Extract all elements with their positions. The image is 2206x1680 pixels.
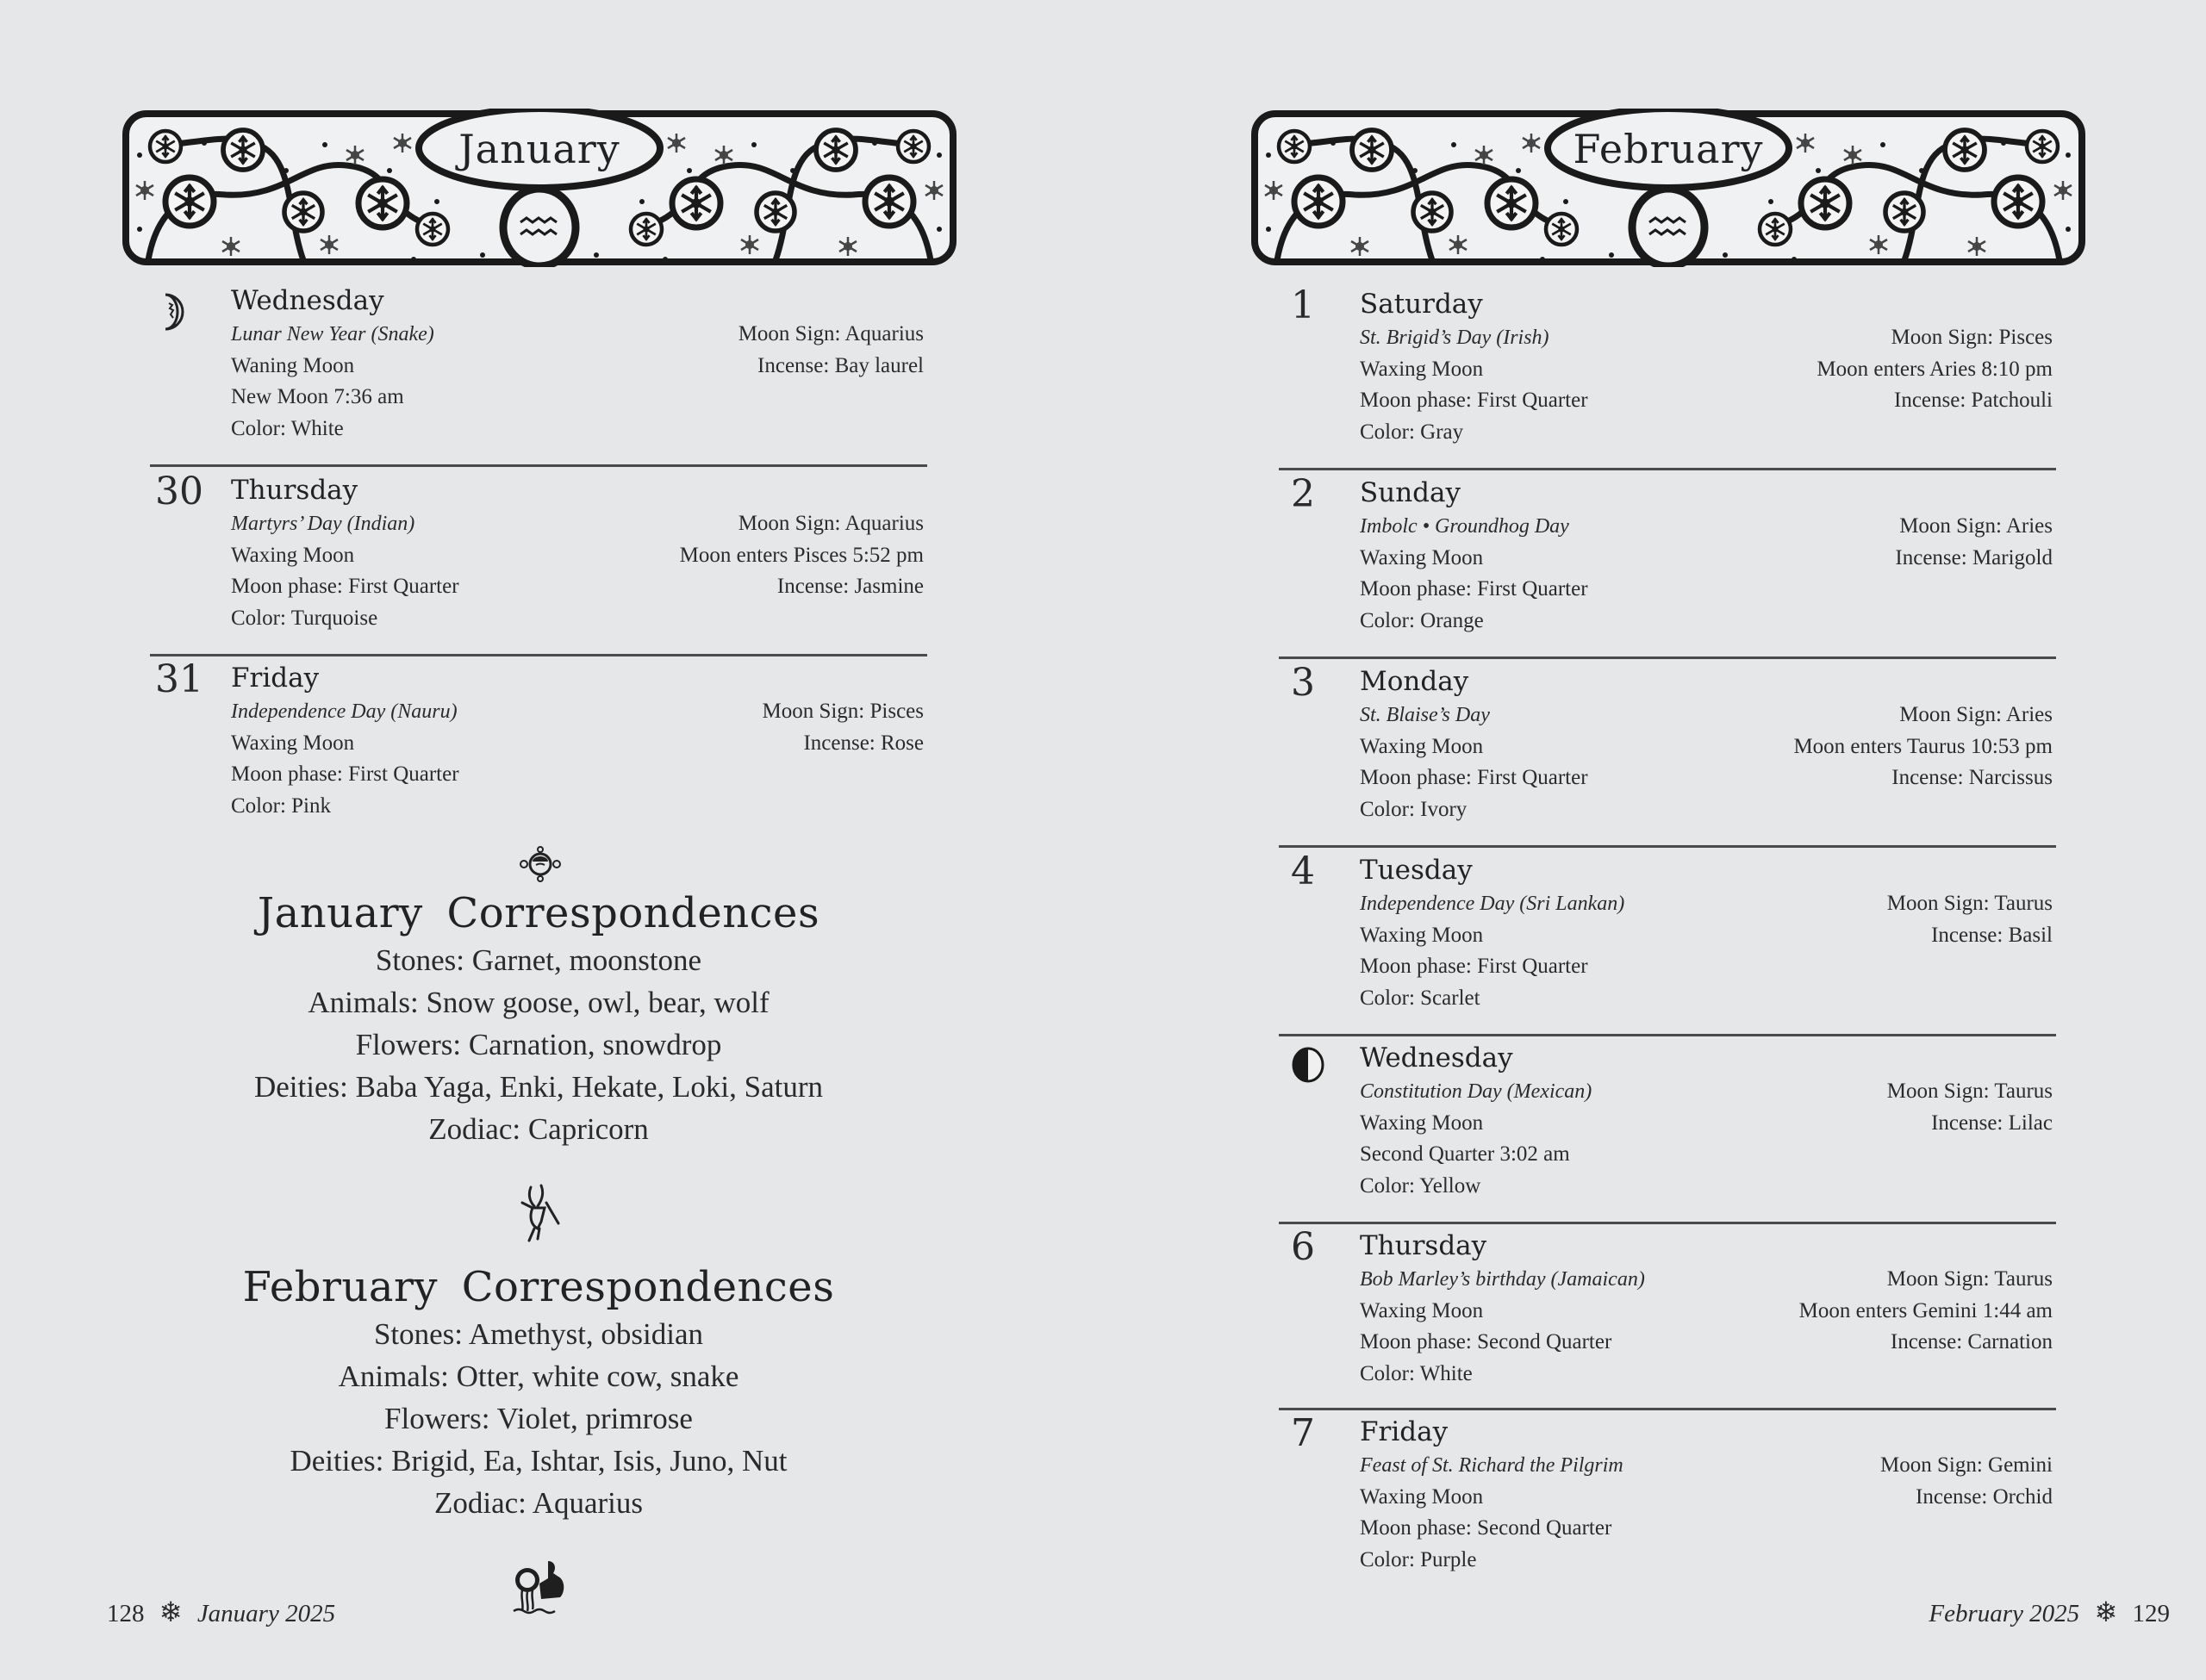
- date-number: 6: [1291, 1225, 1315, 1269]
- day-color: Color: White: [231, 416, 344, 440]
- incense: Incense: Orchid: [1916, 1484, 2053, 1509]
- holiday: Constitution Day (Mexican): [1360, 1080, 1592, 1103]
- incense: Incense: Rose: [803, 731, 924, 755]
- sun-face-ornament-icon: [517, 846, 564, 887]
- moon-phase: Moon phase: Second Quarter: [1360, 1516, 1612, 1540]
- entry-divider: [1279, 468, 2056, 470]
- banner-title: February: [1573, 126, 1764, 172]
- footer-month: February 2025: [1929, 1600, 2080, 1627]
- day-color: Color: Orange: [1360, 608, 1484, 632]
- day-name: Friday: [231, 663, 320, 694]
- day-color: Color: Pink: [231, 793, 331, 818]
- day-entry: [1291, 472, 2053, 637]
- day-entry: [231, 284, 924, 445]
- holiday: Imbolc • Groundhog Day: [1360, 515, 1569, 538]
- flowers: Flowers: Violet, primrose: [384, 1402, 693, 1435]
- moon-status: Waxing Moon: [231, 543, 355, 567]
- incense: Incense: Narcissus: [1891, 766, 2053, 789]
- holiday: St. Blaise’s Day: [1360, 704, 1490, 726]
- moon-status: Waxing Moon: [1360, 1298, 1484, 1322]
- moon-status: Waxing Moon: [1360, 1111, 1484, 1135]
- day-entry: [1360, 1042, 2053, 1202]
- zodiac: Zodiac: Aquarius: [433, 1486, 644, 1520]
- snowflake-icon: ❄: [159, 1596, 183, 1627]
- moon-sign: Moon Sign: Aries: [1899, 703, 2053, 726]
- day-name: Monday: [1360, 666, 1469, 697]
- stones: Stones: Amethyst, obsidian: [373, 1317, 704, 1351]
- moon-status: Waxing Moon: [1360, 545, 1484, 569]
- moon-ingress: Moon enters Pisces 5:52 pm: [679, 543, 924, 567]
- day-color: Color: Turquoise: [231, 606, 378, 630]
- incense: Incense: Jasmine: [776, 575, 924, 598]
- waning-crescent-moon-face-icon: [159, 291, 210, 333]
- animals: Animals: Snow goose, owl, bear, wolf: [308, 986, 770, 1019]
- stones: Stones: Garnet, moonstone: [375, 943, 702, 977]
- date-number: 3: [1291, 661, 1315, 705]
- moon-phase: Moon phase: First Quarter: [1360, 766, 1588, 789]
- date-number: 31: [155, 657, 203, 701]
- day-entry: [155, 470, 924, 634]
- capricorn-goat-icon: [515, 1184, 565, 1248]
- incense: Incense: Marigold: [1895, 545, 2053, 569]
- section-title: February Correspondences: [242, 1263, 835, 1311]
- day-name: Sunday: [1360, 477, 1461, 508]
- day-entry: [1291, 1225, 2053, 1390]
- date-number: 7: [1291, 1411, 1315, 1455]
- entry-divider: [150, 464, 927, 467]
- section-title: January Correspondences: [257, 889, 820, 937]
- holiday: Lunar New Year (Snake): [231, 323, 434, 345]
- day-entry: [155, 657, 924, 822]
- holiday: Bob Marley’s birthday (Jamaican): [1360, 1268, 1645, 1291]
- incense: Incense: Carnation: [1890, 1330, 2053, 1353]
- day-entry: [1291, 849, 2053, 1014]
- incense: Incense: Basil: [1931, 923, 2053, 947]
- date-number: 2: [1291, 472, 1315, 516]
- moon-phase: New Moon 7:36 am: [231, 385, 404, 408]
- incense: Incense: Bay laurel: [757, 353, 924, 377]
- deities: Deities: Baba Yaga, Enki, Hekate, Loki, Saturn: [253, 1070, 823, 1104]
- page-number: 129: [2132, 1600, 2170, 1627]
- moon-status: Waxing Moon: [1360, 357, 1484, 381]
- day-color: Color: Yellow: [1360, 1173, 1481, 1198]
- day-entry: [1291, 1411, 2053, 1576]
- day-name: Thursday: [1360, 1230, 1487, 1261]
- date-number: 30: [155, 470, 203, 513]
- footer-month: January 2025: [196, 1600, 336, 1627]
- entry-divider: [1279, 845, 2056, 848]
- date-number: 4: [1291, 849, 1315, 893]
- moon-ingress: Moon enters Taurus 10:53 pm: [1793, 734, 2053, 758]
- moon-ingress: Moon enters Gemini 1:44 am: [1798, 1298, 2053, 1322]
- page-footer: [107, 1596, 335, 1628]
- entry-divider: [1279, 656, 2056, 659]
- entry-divider: [1279, 1034, 2056, 1036]
- moon-status: Waning Moon: [231, 353, 355, 377]
- date-number: 1: [1291, 283, 1315, 327]
- day-color: Color: Purple: [1360, 1547, 1477, 1571]
- moon-phase: Moon phase: First Quarter: [231, 762, 459, 786]
- day-entry: [1291, 661, 2053, 825]
- day-color: Color: Scarlet: [1360, 986, 1480, 1010]
- day-name: Friday: [1360, 1416, 1449, 1447]
- moon-sign: Moon Sign: Taurus: [1886, 1080, 2053, 1103]
- flowers: Flowers: Carnation, snowdrop: [355, 1028, 722, 1061]
- moon-sign: Moon Sign: Pisces: [1891, 326, 2053, 349]
- day-name: Wednesday: [231, 285, 384, 316]
- january-banner: [122, 109, 957, 267]
- moon-sign: Moon Sign: Taurus: [1886, 892, 2053, 915]
- moon-sign: Moon Sign: Pisces: [762, 700, 924, 723]
- february-correspondences: [0, 1261, 1077, 1524]
- deities: Deities: Brigid, Ea, Ishtar, Isis, Juno, Nut: [290, 1444, 788, 1478]
- january-correspondences: [0, 887, 1077, 1150]
- page-footer: [1929, 1596, 2170, 1628]
- day-color: Color: Gray: [1360, 420, 1464, 444]
- moon-phase: Second Quarter 3:02 am: [1360, 1142, 1570, 1166]
- day-name: Saturday: [1360, 289, 1483, 320]
- february-banner: [1251, 109, 2085, 267]
- holiday: Martyrs’ Day (Indian): [231, 513, 415, 535]
- day-entry: [1291, 283, 2053, 448]
- banner-title: January: [458, 126, 620, 172]
- moon-sign: Moon Sign: Taurus: [1886, 1267, 2053, 1291]
- moon-phase: Moon phase: First Quarter: [231, 575, 459, 598]
- moon-status: Waxing Moon: [1360, 734, 1484, 758]
- moon-status: Waxing Moon: [1360, 923, 1484, 947]
- moon-sign: Moon Sign: Aries: [1899, 514, 2053, 538]
- incense: Incense: Lilac: [1931, 1111, 2053, 1135]
- moon-status: Waxing Moon: [1360, 1484, 1484, 1509]
- animals: Animals: Otter, white cow, snake: [338, 1360, 739, 1393]
- holiday: St. Brigid’s Day (Irish): [1360, 327, 1549, 349]
- right-page: [1103, 0, 2206, 1680]
- moon-phase: Moon phase: Second Quarter: [1360, 1330, 1612, 1353]
- second-quarter-moon-icon: [1291, 1047, 1343, 1083]
- entry-divider: [1279, 1222, 2056, 1224]
- moon-phase: Moon phase: First Quarter: [1360, 389, 1588, 412]
- day-name: Wednesday: [1360, 1042, 1513, 1073]
- holiday: Feast of St. Richard the Pilgrim: [1360, 1454, 1623, 1477]
- incense: Incense: Patchouli: [1894, 389, 2053, 412]
- entry-divider: [1279, 1408, 2056, 1410]
- day-color: Color: White: [1360, 1361, 1473, 1385]
- moon-sign: Moon Sign: Aquarius: [738, 512, 924, 535]
- day-name: Thursday: [231, 475, 358, 506]
- day-color: Color: Ivory: [1360, 797, 1468, 821]
- moon-phase: Moon phase: First Quarter: [1360, 955, 1588, 978]
- zodiac: Zodiac: Capricorn: [428, 1112, 649, 1146]
- moon-ingress: Moon enters Aries 8:10 pm: [1817, 357, 2053, 381]
- moon-sign: Moon Sign: Gemini: [1879, 1453, 2053, 1477]
- aquarius-water-bearer-icon: [510, 1558, 570, 1621]
- holiday: Independence Day (Sri Lankan): [1360, 893, 1625, 915]
- moon-phase: Moon phase: First Quarter: [1360, 577, 1588, 600]
- moon-status: Waxing Moon: [231, 731, 355, 755]
- day-name: Tuesday: [1360, 855, 1473, 886]
- entry-divider: [150, 654, 927, 656]
- snowflake-icon: ❄: [2094, 1596, 2118, 1627]
- holiday: Independence Day (Nauru): [231, 700, 458, 723]
- page-number: 128: [107, 1600, 145, 1627]
- moon-sign: Moon Sign: Aquarius: [738, 322, 924, 345]
